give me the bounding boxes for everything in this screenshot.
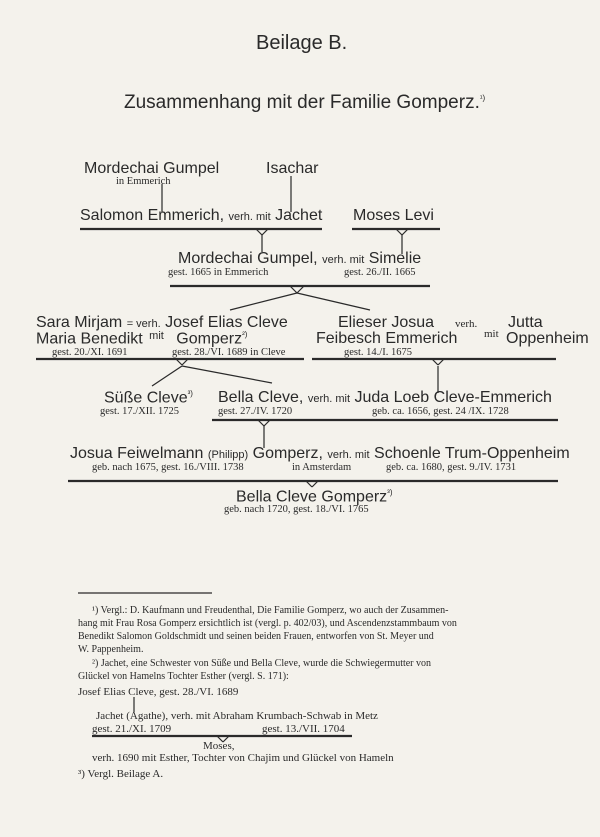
subtree-moses: Moses, <box>203 740 235 752</box>
footnote-3: ³) Vergl. Beilage A. <box>78 768 164 780</box>
person-maria-benedikt-name: Maria Benedikt <box>36 330 143 348</box>
subtree-moses-line: verh. 1690 mit Esther, Tochter von Chajim und Glückel von Hameln <box>92 752 394 764</box>
josef-elias-cleve-date: gest. 28./VI. 1689 in Cleve <box>172 347 286 358</box>
suesse-cleve-date: gest. 17./XII. 1725 <box>100 406 180 417</box>
footnote-2-line1: Jachet, eine Schwester von Süße und Bella Cleve, wurde die Schwiegermutter von <box>100 658 432 669</box>
footnote-2-line2: Glückel von Hamelns Tochter Esther (vergl. S. 171): <box>78 671 289 682</box>
bella-cleve-date: gest. 27./IV. 1720 <box>218 406 293 417</box>
josua-date: geb. nach 1675, gest. 16./VIII. 1738 <box>92 462 244 473</box>
page-title: Beilage B. <box>256 32 348 54</box>
mordechai-gumpel-2-date: gest. 1665 in Emmerich <box>168 267 269 278</box>
juda-loeb-date: geb. ca. 1656, gest. 24 /IX. 1728 <box>372 406 509 417</box>
person-bella-cleve-gomperz-name: Bella Cleve Gomperz <box>236 488 388 506</box>
mit-label: mit <box>484 328 499 340</box>
schoenle-date: geb. ca. 1680, gest. 9./IV. 1731 <box>386 462 517 473</box>
footnote-2-mark: ²) <box>92 658 99 669</box>
person-jutta: Jutta <box>508 314 543 331</box>
footnote-2 <box>78 657 431 683</box>
subtitle-text: Zusammenhang mit der Familie Gomperz. <box>124 92 480 113</box>
footnote-1-mark: ¹) <box>92 605 99 616</box>
married-label: verh. <box>455 318 478 330</box>
simelie-date: gest. 26./II. 1665 <box>344 267 416 278</box>
married-to-label: verh. mit <box>307 393 351 405</box>
person-mordechai-gumpel-2: Mordechai Gumpel, <box>178 250 318 267</box>
footnote-1-line3: Benedikt Salomon Goldschmidt und seinen beiden Frauen, entworfen von St. Meyer und <box>78 631 434 642</box>
person-josua-gomperz: Gomperz, <box>252 445 323 462</box>
subtree-jachet-date1: gest. 21./XI. 1709 <box>92 723 172 735</box>
married-to-label: verh. mit <box>322 254 365 266</box>
person-oppenheim-name: Oppenheim <box>506 330 589 347</box>
subtree-jachet-date2: gest. 13./VII. 1704 <box>262 723 345 735</box>
person-mordechai-gumpel-1: Mordechai Gumpel <box>84 160 220 177</box>
suesse-footnote-ref: ³) <box>187 389 193 398</box>
person-gomperz: Gomperz <box>176 330 243 348</box>
married-to-label: = verh. <box>126 318 161 330</box>
person-bella-cleve: Bella Cleve, <box>218 389 304 406</box>
maria-benedikt-date: gest. 20./XI. 1691 <box>52 347 128 358</box>
gomperz-footnote-ref: ²) <box>242 330 248 339</box>
person-schoenle: Schoenle Trum-Oppenheim <box>374 445 570 462</box>
person-moses-levi: Moses Levi <box>353 207 434 224</box>
footnote-1-line1: Vergl.: D. Kaufmann und Freudenthal, Die Familie Gomperz, wo auch der Zusammen- <box>100 605 449 616</box>
person-sara-mirjam-name: Sara Mirjam <box>36 314 123 331</box>
subtitle-footnote-ref: ¹) <box>479 93 486 103</box>
footnote-1-line4: W. Pappenheim. <box>78 644 144 655</box>
josua-place: in Amsterdam <box>292 462 352 473</box>
person-maria-benedikt <box>36 330 247 348</box>
couple-josua-schoenle <box>70 445 570 463</box>
couple-salomon-jachet <box>80 207 322 225</box>
person-feibesch-emmerich: Feibesch Emmerich <box>316 330 458 347</box>
footnote-1-line2: hang mit Frau Rosa Gomperz ersichtlich ist (vergl. p. 402/03), und Ascendenzstammbaum von <box>78 618 457 629</box>
subtree-josef-name: Josef Elias Cleve, <box>78 686 157 698</box>
person-josua-feiwelmann: Josua Feiwelmann <box>70 445 204 462</box>
page-subtitle <box>124 92 485 114</box>
couple-bella-juda <box>218 389 552 407</box>
subtree-josef <box>78 686 238 698</box>
person-suesse-cleve <box>104 389 193 407</box>
subtree-jachet: Jachet (Agathe), verh. mit Abraham Krumbach-Schwab in Metz <box>96 710 378 722</box>
person-josua-philipp: (Philipp) <box>207 449 249 461</box>
person-jachet: Jachet <box>275 207 323 224</box>
married-to-label: verh. mit <box>228 211 271 223</box>
footnote-1 <box>78 604 457 656</box>
bella-cleve-gomperz-date: geb. nach 1720, gest. 18./VI. 1765 <box>224 504 369 515</box>
person-salomon-emmerich: Salomon Emmerich, <box>80 207 225 224</box>
person-oppenheim <box>478 330 589 348</box>
person-simelie: Simelie <box>368 250 422 267</box>
mordechai-gumpel-1-place: in Emmerich <box>116 176 171 187</box>
person-josef-elias-cleve: Josef Elias Cleve <box>165 314 288 331</box>
mit-label: mit <box>149 330 164 343</box>
person-juda-loeb: Juda Loeb Cleve-Emmerich <box>354 389 552 406</box>
couple-mordechai-simelie <box>178 250 421 268</box>
person-suesse-cleve-name: Süße Cleve <box>104 389 188 407</box>
person-elieser-josua: Elieser Josua <box>338 314 435 331</box>
elieser-josua-date: gest. 14./I. 1675 <box>344 347 412 358</box>
married-to-label: verh. mit <box>327 449 370 461</box>
subtree-josef-date: gest. 28./VI. 1689 <box>159 686 239 698</box>
bella2-footnote-ref: ³) <box>387 488 393 497</box>
person-isachar: Isachar <box>266 160 319 177</box>
